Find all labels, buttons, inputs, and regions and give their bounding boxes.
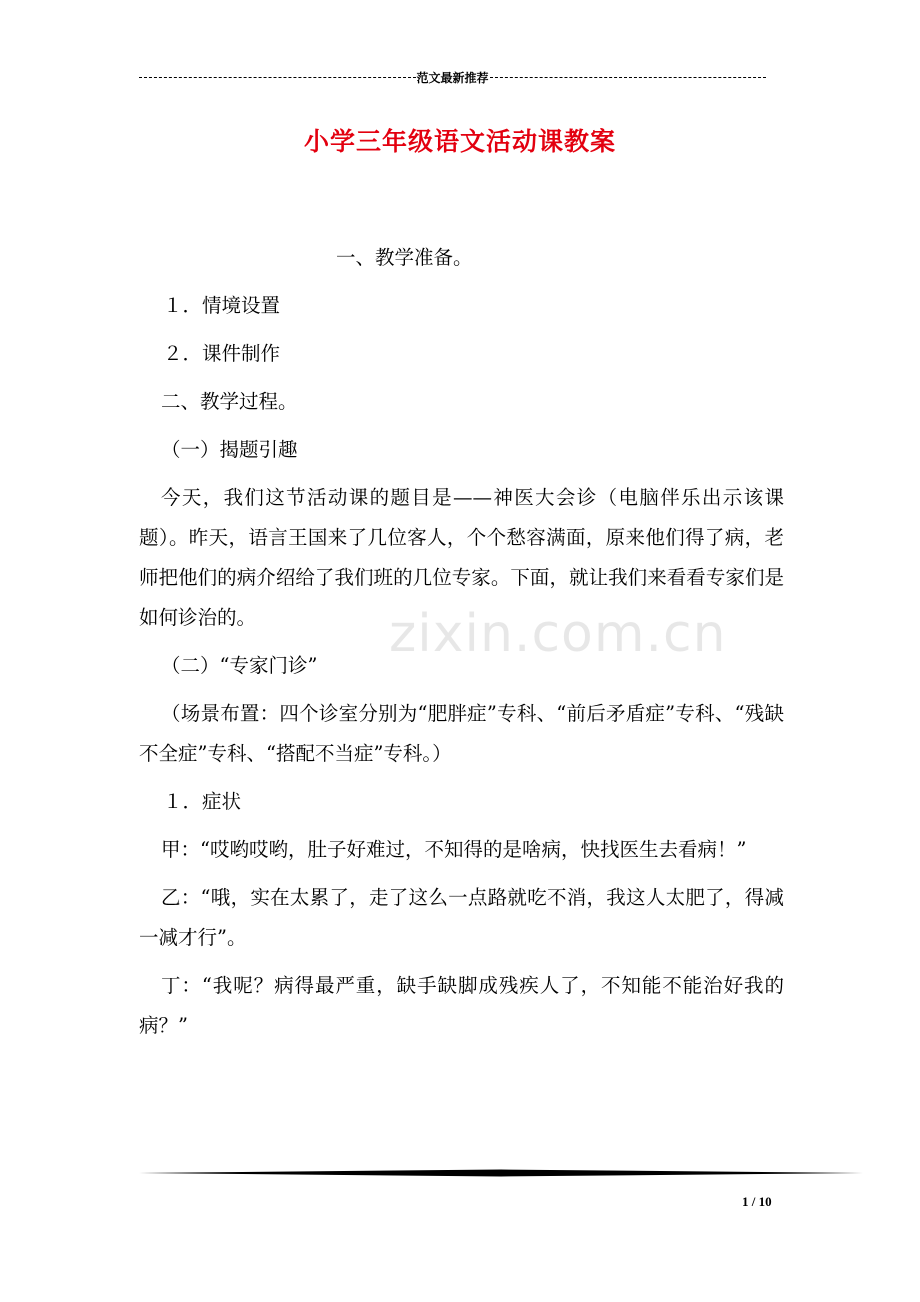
list-item-symptoms: １．症状 — [163, 790, 242, 813]
header-dash-right — [490, 77, 767, 78]
watermark: zixin.com.cn — [389, 604, 727, 664]
footer-rule — [139, 1168, 863, 1178]
header-text: 范文最新推荐 — [416, 70, 489, 85]
header-dash-left — [139, 77, 416, 78]
page-number: 1 / 10 — [742, 1194, 772, 1209]
list-item-courseware: ２．课件制作 — [163, 342, 281, 365]
dialogue-jia: 甲：“哎哟哎哟，肚子好难过，不知得的是啥病，快找医生去看病！” — [161, 838, 747, 861]
paragraph-intro: 今天，我们这节活动课的题目是——神医大会诊（电脑伴乐出示该课题）。昨天，语言王国来了几位客人，个个愁容满面，原来他们得了病，老师把他们的病介绍给了我们班的几位专家。下面，就让我们来看看专家们是如何诊治的。 — [139, 486, 784, 629]
document-body — [139, 238, 784, 1054]
subheading-intro: （一）揭题引趣 — [161, 438, 298, 461]
paragraph-scene-setup: （场景布置：四个诊室分别为“肥胖症”专科、“前后矛盾症”专科、“残缺不全症”专科、“搭配不当症”专科。） — [139, 702, 784, 765]
page-header — [139, 68, 766, 86]
dialogue-yi: 乙：“哦，实在太累了，走了这么一点路就吃不消，我这人太肥了，得减一减才行”。 — [139, 886, 784, 949]
section-heading-preparation: 一、教学准备。 — [336, 246, 473, 269]
subheading-expert-clinic: （二）“专家门诊” — [161, 654, 318, 677]
dialogue-ding: 丁：“我呢？病得最严重，缺手缺脚成残疾人了，不知能不能治好我的病？” — [139, 974, 784, 1037]
section-heading-process: 二、教学过程。 — [161, 390, 298, 413]
list-item-scenario: １．情境设置 — [163, 294, 281, 317]
document-title: 小学三年级语文活动课教案 — [303, 127, 616, 156]
